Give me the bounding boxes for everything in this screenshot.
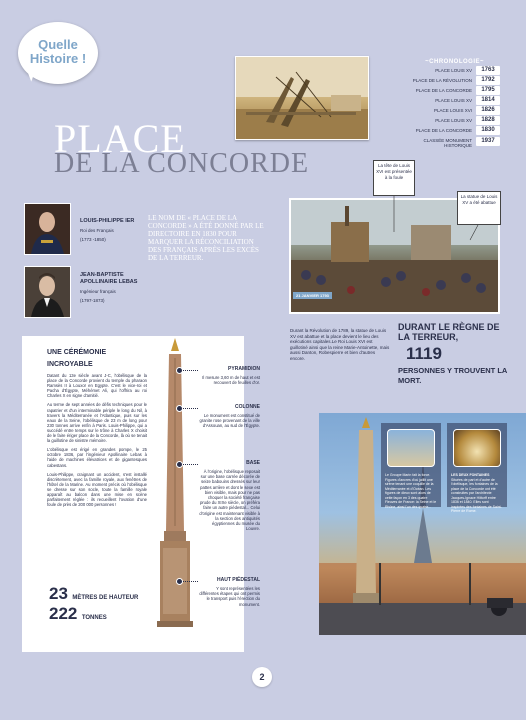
legend-marker [176, 578, 183, 585]
legend-title: BASE [246, 460, 260, 466]
ceremony-paragraph: L'obélisque est érigé en grandes pompe, le 25 octobre 1836, par l'ingénieur Apollinaire Lebas à l'aide de machines élévatrices et de gigantesques cabestans. [47, 447, 147, 468]
legend-desc: Il mesure 3,60 m de haut et est recouvert de feuilles d'or. [202, 375, 260, 386]
chronologie-event: PLACE LOUIS XVI [433, 108, 472, 113]
legend-marker [176, 405, 183, 412]
ceremony-heading-1: UNE CÉRÉMONIE [47, 349, 107, 356]
legend-haut-piedestal [198, 577, 260, 607]
legend-title: PYRAMIDION [228, 366, 260, 372]
thumb-caption-right: Situées de part et d'autre de l'obélisque, les fontaines de la place de la Concorde ont été construites par l'architecte Jacques-Ignace Hittorff entre 1836 et 1840. Elles sont inspirées des fontaines de Saint-Pierre de Rome. [451, 477, 502, 513]
legend-base [198, 460, 260, 531]
thumb-fontaine [447, 423, 507, 513]
legend-title: COLONNE [235, 404, 260, 410]
badge-line-1: Quelle [38, 37, 78, 52]
legend-marker [176, 367, 183, 374]
terror-stat-post: PERSONNES Y TROUVENT LA MORT. [398, 366, 508, 385]
chronologie-event: PLACE DE LA CONCORDE [415, 128, 472, 133]
thumb-caption-right-title: LES DEUX FONTAINES [451, 473, 490, 477]
statue-photo [387, 429, 435, 467]
page-title-line-1: PLACE [54, 116, 186, 161]
person-dates: (1797-1873) [80, 298, 105, 303]
person-role: Roi des Français [80, 228, 114, 233]
chronologie-year: 1828 [476, 116, 500, 125]
thumb-fontaine-statue [381, 423, 441, 507]
chronologie-year: 1792 [476, 76, 500, 85]
legend-desc: Y sont représentées les différentes étapes qui ont permis le transport puis l'érection du monument. [199, 586, 260, 607]
legend-desc: Le monument est constitué de granite rose provenant de la ville d'Assouan, au sud de l'Égypte. [199, 413, 260, 429]
chronologie-event: CLASSÉE MONUMENT HISTORIQUE [423, 138, 472, 148]
terror-stat-number: 1119 [406, 344, 442, 363]
person-name: LOUIS-PHILIPPE IER [80, 218, 135, 224]
legend-desc: À l'origine, l'obélisque reposait sur une base carrée décorée de seize babouins dressés sur leur pattes arrière et dont le sexe est bien visible, mais pour ne pas choquer la société française prude du XIXe siècle, on préféra faire un autre piédestal... Celui d'origine est maintenant visible à la section des antiquités égyptiennes du musée du Louvre. [199, 469, 260, 532]
weight-unit: TONNES [81, 615, 107, 621]
revolution-text: Durant la Révolution de 1789, la statue de Louis XV est abattue et la place devient le lieu des exécutions capitales.Le Roi Louis XVI est guillotiné ainsi que la reine Marie-Antoinette, mais aussi Danton, Robespierre et bien d'autres encore. [290, 328, 390, 361]
legend-colonne [198, 404, 260, 429]
height-unit: MÈTRES DE HAUTEUR [72, 595, 139, 601]
chronologie-event: PLACE DE LA RÉVOLUTION [412, 78, 472, 83]
obelisk-stats [49, 584, 138, 624]
page-title-line-2: DE LA CONCORDE [54, 148, 310, 179]
ceremony-heading-2: INCROYABLE [47, 361, 93, 368]
fountain-photo [453, 429, 501, 467]
concorde-photo [319, 413, 526, 635]
legend-pyramidion [198, 366, 260, 385]
chronologie-event: PLACE DE LA CONCORDE [415, 88, 472, 93]
chronologie-year: 1826 [476, 106, 500, 115]
thumb-caption-left: Le Groupe Marin fait la force. Figures d'ancres d'où jaillit une sirène tenant une coquille de la Méditerranée et d'Océan. Les figures de dieux sont alors de cette façon en 3 des quatre Fleuves de France: la Seine et le Rhône, ainsi l'un des quatre... [385, 473, 437, 509]
height-value: 23 [49, 584, 68, 603]
chronologie-heading: ~CHRONOLOGIE~ [425, 59, 484, 65]
badge-line-2: Histoire ! [29, 51, 87, 66]
legend-marker [176, 461, 183, 468]
legend-title: HAUT PIÉDESTAL [217, 577, 260, 583]
chronologie-event: PLACE LOUIS XV [435, 68, 472, 73]
terror-stat-pre: DURANT LE RÈGNE DE LA TERREUR, [398, 322, 500, 342]
chronologie-year: 1763 [476, 66, 500, 75]
chronologie-event: PLACE LOUIS XV [435, 98, 472, 103]
chronologie-event: PLACE LOUIS XV [435, 118, 472, 123]
callout-statue-louis-xv: La statue de Louis XV a été abattue [457, 191, 501, 225]
chronologie-year: 1830 [476, 126, 500, 135]
chronologie-year: 1937 [476, 137, 500, 146]
ceremony-paragraph: Au terme de sept années de défis techniques pour le rapatrier et d'un interminable périple le long du Nil, à travers la Méditerranée et l'Atlantique, puis sur les eaux de la Seine, l'obélisque de 23 m de long pour 230 tonnes arrive enfin à Paris. Louis-Philippe, qui a succédé entre temps sur le trône à Charles X choisit de le faire ériger place de la Concorde, là où se tenait la guillotine de sinistre mémoire. [47, 402, 147, 444]
person-dates: (1773 -1850) [80, 237, 106, 242]
ceremony-paragraph: Louis-Philippe, craignant un accident, s'est installé discrètement, avec la famille royale, aux fenêtres de l'hôtel de la Marine. Au moment précis où l'obélisque se dresse sur son socle, toute la famille royale apparaît au balcon dans une mise en scène parfaitement réglée : ils recueillent l'ovation d'une foule de près de 200 000 personnes ! [47, 471, 147, 508]
weight-value: 222 [49, 604, 78, 623]
callout-head-louis-xvi: La tête de Louis XVI est présentée à la foule [373, 160, 415, 196]
person-role: Ingénieur français [80, 289, 116, 294]
chronologie-year: 1795 [476, 86, 500, 95]
terror-stat [398, 322, 508, 386]
intro-text: LE NOM DE « PLACE DE LA CONCORDE » A ÉTÉ DONNÉ PAR LE DIRECTOIRE EN 1830 POUR MARQUER LA RÉCONCILIATION DES FRANÇAIS APRÈS LES EXCÈS DE LA TERREUR. [148, 214, 264, 262]
chronologie-year: 1814 [476, 96, 500, 105]
page-number: 2 [252, 667, 272, 687]
ceremony-column [22, 336, 154, 652]
ceremony-paragraph: Datant du 13e siècle avant J-C, l'obélisque de la place de la Concorde provient du temple du pharaon Ramsès II à Louxor en Egypte. C'est le vice-roi et Pacha d'Égypte, Méhémet Ali, qui l'offrira au roi Charles X en signe d'amitié. [47, 373, 147, 399]
person-name: JEAN-BAPTISTE APOLLINAIRE LEBAS [80, 272, 138, 285]
painting-date-label: 21 JANVIER 1793 [293, 292, 332, 299]
